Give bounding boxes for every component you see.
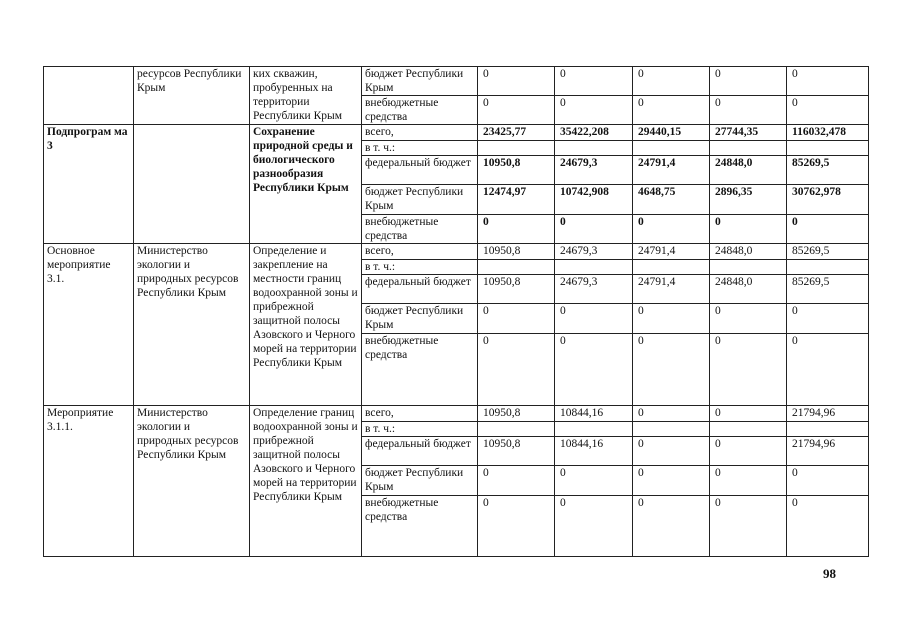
funding-source-cell: всего, <box>362 406 478 422</box>
row-title-cell <box>44 67 134 125</box>
year-value-cell: 0 <box>710 437 787 466</box>
description-cell: Сохранение природной среды и биологического разнообразия Республики Крым <box>250 125 362 244</box>
total-value-cell <box>787 260 869 275</box>
year-value-cell: 0 <box>555 496 633 557</box>
year-value-cell: 0 <box>478 215 555 244</box>
funding-source-cell: федеральный бюджет <box>362 437 478 466</box>
total-value-cell: 85269,5 <box>787 156 869 185</box>
year-value-cell: 0 <box>710 496 787 557</box>
funding-source-cell: федеральный бюджет <box>362 275 478 304</box>
year-value-cell: 0 <box>633 496 710 557</box>
year-value-cell: 24791,4 <box>633 244 710 260</box>
year-value-cell: 10950,8 <box>478 406 555 422</box>
row-title-cell: Мероприятие 3.1.1. <box>44 406 134 557</box>
year-value-cell: 24679,3 <box>555 156 633 185</box>
table-body <box>44 67 869 557</box>
year-value-cell <box>555 260 633 275</box>
total-value-cell: 0 <box>787 67 869 96</box>
year-value-cell: 24848,0 <box>710 275 787 304</box>
total-value-cell: 0 <box>787 334 869 406</box>
year-value-cell: 23425,77 <box>478 125 555 141</box>
total-value-cell <box>787 141 869 156</box>
year-value-cell: 2896,35 <box>710 185 787 215</box>
year-value-cell: 0 <box>710 406 787 422</box>
funding-source-cell: в т. ч.: <box>362 141 478 156</box>
year-value-cell <box>633 260 710 275</box>
year-value-cell: 0 <box>555 96 633 125</box>
total-value-cell <box>787 422 869 437</box>
funding-source-cell: бюджет Республики Крым <box>362 67 478 96</box>
year-value-cell: 0 <box>633 334 710 406</box>
year-value-cell: 10844,16 <box>555 406 633 422</box>
year-value-cell: 0 <box>478 304 555 334</box>
year-value-cell: 24848,0 <box>710 244 787 260</box>
year-value-cell: 24848,0 <box>710 156 787 185</box>
year-value-cell: 27744,35 <box>710 125 787 141</box>
funding-source-cell: в т. ч.: <box>362 422 478 437</box>
year-value-cell <box>555 141 633 156</box>
year-value-cell: 0 <box>633 67 710 96</box>
year-value-cell: 0 <box>710 466 787 496</box>
total-value-cell: 0 <box>787 496 869 557</box>
table-row <box>44 244 869 260</box>
year-value-cell: 0 <box>633 406 710 422</box>
year-value-cell: 10950,8 <box>478 275 555 304</box>
year-value-cell: 10844,16 <box>555 437 633 466</box>
executor-cell: Министерство экологии и природных ресурсов Республики Крым <box>134 244 250 406</box>
year-value-cell: 24791,4 <box>633 275 710 304</box>
year-value-cell <box>478 422 555 437</box>
year-value-cell: 10950,8 <box>478 156 555 185</box>
year-value-cell <box>710 260 787 275</box>
total-value-cell: 0 <box>787 466 869 496</box>
executor-cell <box>134 125 250 244</box>
funding-source-cell: всего, <box>362 125 478 141</box>
year-value-cell: 0 <box>555 334 633 406</box>
total-value-cell: 0 <box>787 96 869 125</box>
total-value-cell: 85269,5 <box>787 275 869 304</box>
year-value-cell: 24791,4 <box>633 156 710 185</box>
year-value-cell: 0 <box>478 496 555 557</box>
description-cell: ких скважин, пробуренных на территории Республики Крым <box>250 67 362 125</box>
budget-table <box>43 66 869 557</box>
description-cell: Определение границ водоохранной зоны и прибрежной защитной полосы Азовского и Черного морей на территории Республики Крым <box>250 406 362 557</box>
year-value-cell: 0 <box>478 67 555 96</box>
year-value-cell: 0 <box>478 334 555 406</box>
description-cell: Определение и закрепление на местности границ водоохранной зоны и прибрежной защитной полосы Азовского и Черного морей на территории Республики Крым <box>250 244 362 406</box>
year-value-cell <box>633 422 710 437</box>
year-value-cell: 0 <box>710 215 787 244</box>
year-value-cell: 10950,8 <box>478 244 555 260</box>
year-value-cell: 0 <box>710 96 787 125</box>
funding-source-cell: внебюджетные средства <box>362 496 478 557</box>
year-value-cell: 0 <box>555 304 633 334</box>
funding-source-cell: бюджет Республики Крым <box>362 185 478 215</box>
funding-source-cell: внебюджетные средства <box>362 334 478 406</box>
funding-source-cell: всего, <box>362 244 478 260</box>
year-value-cell: 0 <box>633 466 710 496</box>
year-value-cell: 0 <box>478 96 555 125</box>
year-value-cell <box>633 141 710 156</box>
year-value-cell: 0 <box>555 67 633 96</box>
year-value-cell <box>478 260 555 275</box>
year-value-cell: 0 <box>633 96 710 125</box>
funding-source-cell: бюджет Республики Крым <box>362 304 478 334</box>
funding-source-cell: федеральный бюджет <box>362 156 478 185</box>
table-row <box>44 67 869 96</box>
total-value-cell: 21794,96 <box>787 437 869 466</box>
year-value-cell <box>710 422 787 437</box>
year-value-cell: 0 <box>710 304 787 334</box>
year-value-cell: 4648,75 <box>633 185 710 215</box>
year-value-cell: 0 <box>478 466 555 496</box>
year-value-cell <box>710 141 787 156</box>
year-value-cell: 0 <box>710 334 787 406</box>
total-value-cell: 0 <box>787 215 869 244</box>
year-value-cell <box>555 422 633 437</box>
year-value-cell: 29440,15 <box>633 125 710 141</box>
year-value-cell: 0 <box>710 67 787 96</box>
year-value-cell: 10950,8 <box>478 437 555 466</box>
year-value-cell: 0 <box>633 437 710 466</box>
year-value-cell: 0 <box>555 215 633 244</box>
year-value-cell: 35422,208 <box>555 125 633 141</box>
table-row <box>44 125 869 141</box>
total-value-cell: 116032,478 <box>787 125 869 141</box>
funding-source-cell: в т. ч.: <box>362 260 478 275</box>
table-row <box>44 406 869 422</box>
total-value-cell: 21794,96 <box>787 406 869 422</box>
total-value-cell: 30762,978 <box>787 185 869 215</box>
year-value-cell <box>478 141 555 156</box>
page-number: 98 <box>823 566 836 581</box>
year-value-cell: 24679,3 <box>555 275 633 304</box>
year-value-cell: 10742,908 <box>555 185 633 215</box>
year-value-cell: 0 <box>555 466 633 496</box>
row-title-cell: Основное мероприятие 3.1. <box>44 244 134 406</box>
year-value-cell: 12474,97 <box>478 185 555 215</box>
funding-source-cell: внебюджетные средства <box>362 215 478 244</box>
funding-source-cell: бюджет Республики Крым <box>362 466 478 496</box>
year-value-cell: 0 <box>633 304 710 334</box>
total-value-cell: 0 <box>787 304 869 334</box>
row-title-cell: Подпрограм ма 3 <box>44 125 134 244</box>
year-value-cell: 24679,3 <box>555 244 633 260</box>
executor-cell: ресурсов Республики Крым <box>134 67 250 125</box>
total-value-cell: 85269,5 <box>787 244 869 260</box>
funding-source-cell: внебюджетные средства <box>362 96 478 125</box>
year-value-cell: 0 <box>633 215 710 244</box>
executor-cell: Министерство экологии и природных ресурсов Республики Крым <box>134 406 250 557</box>
